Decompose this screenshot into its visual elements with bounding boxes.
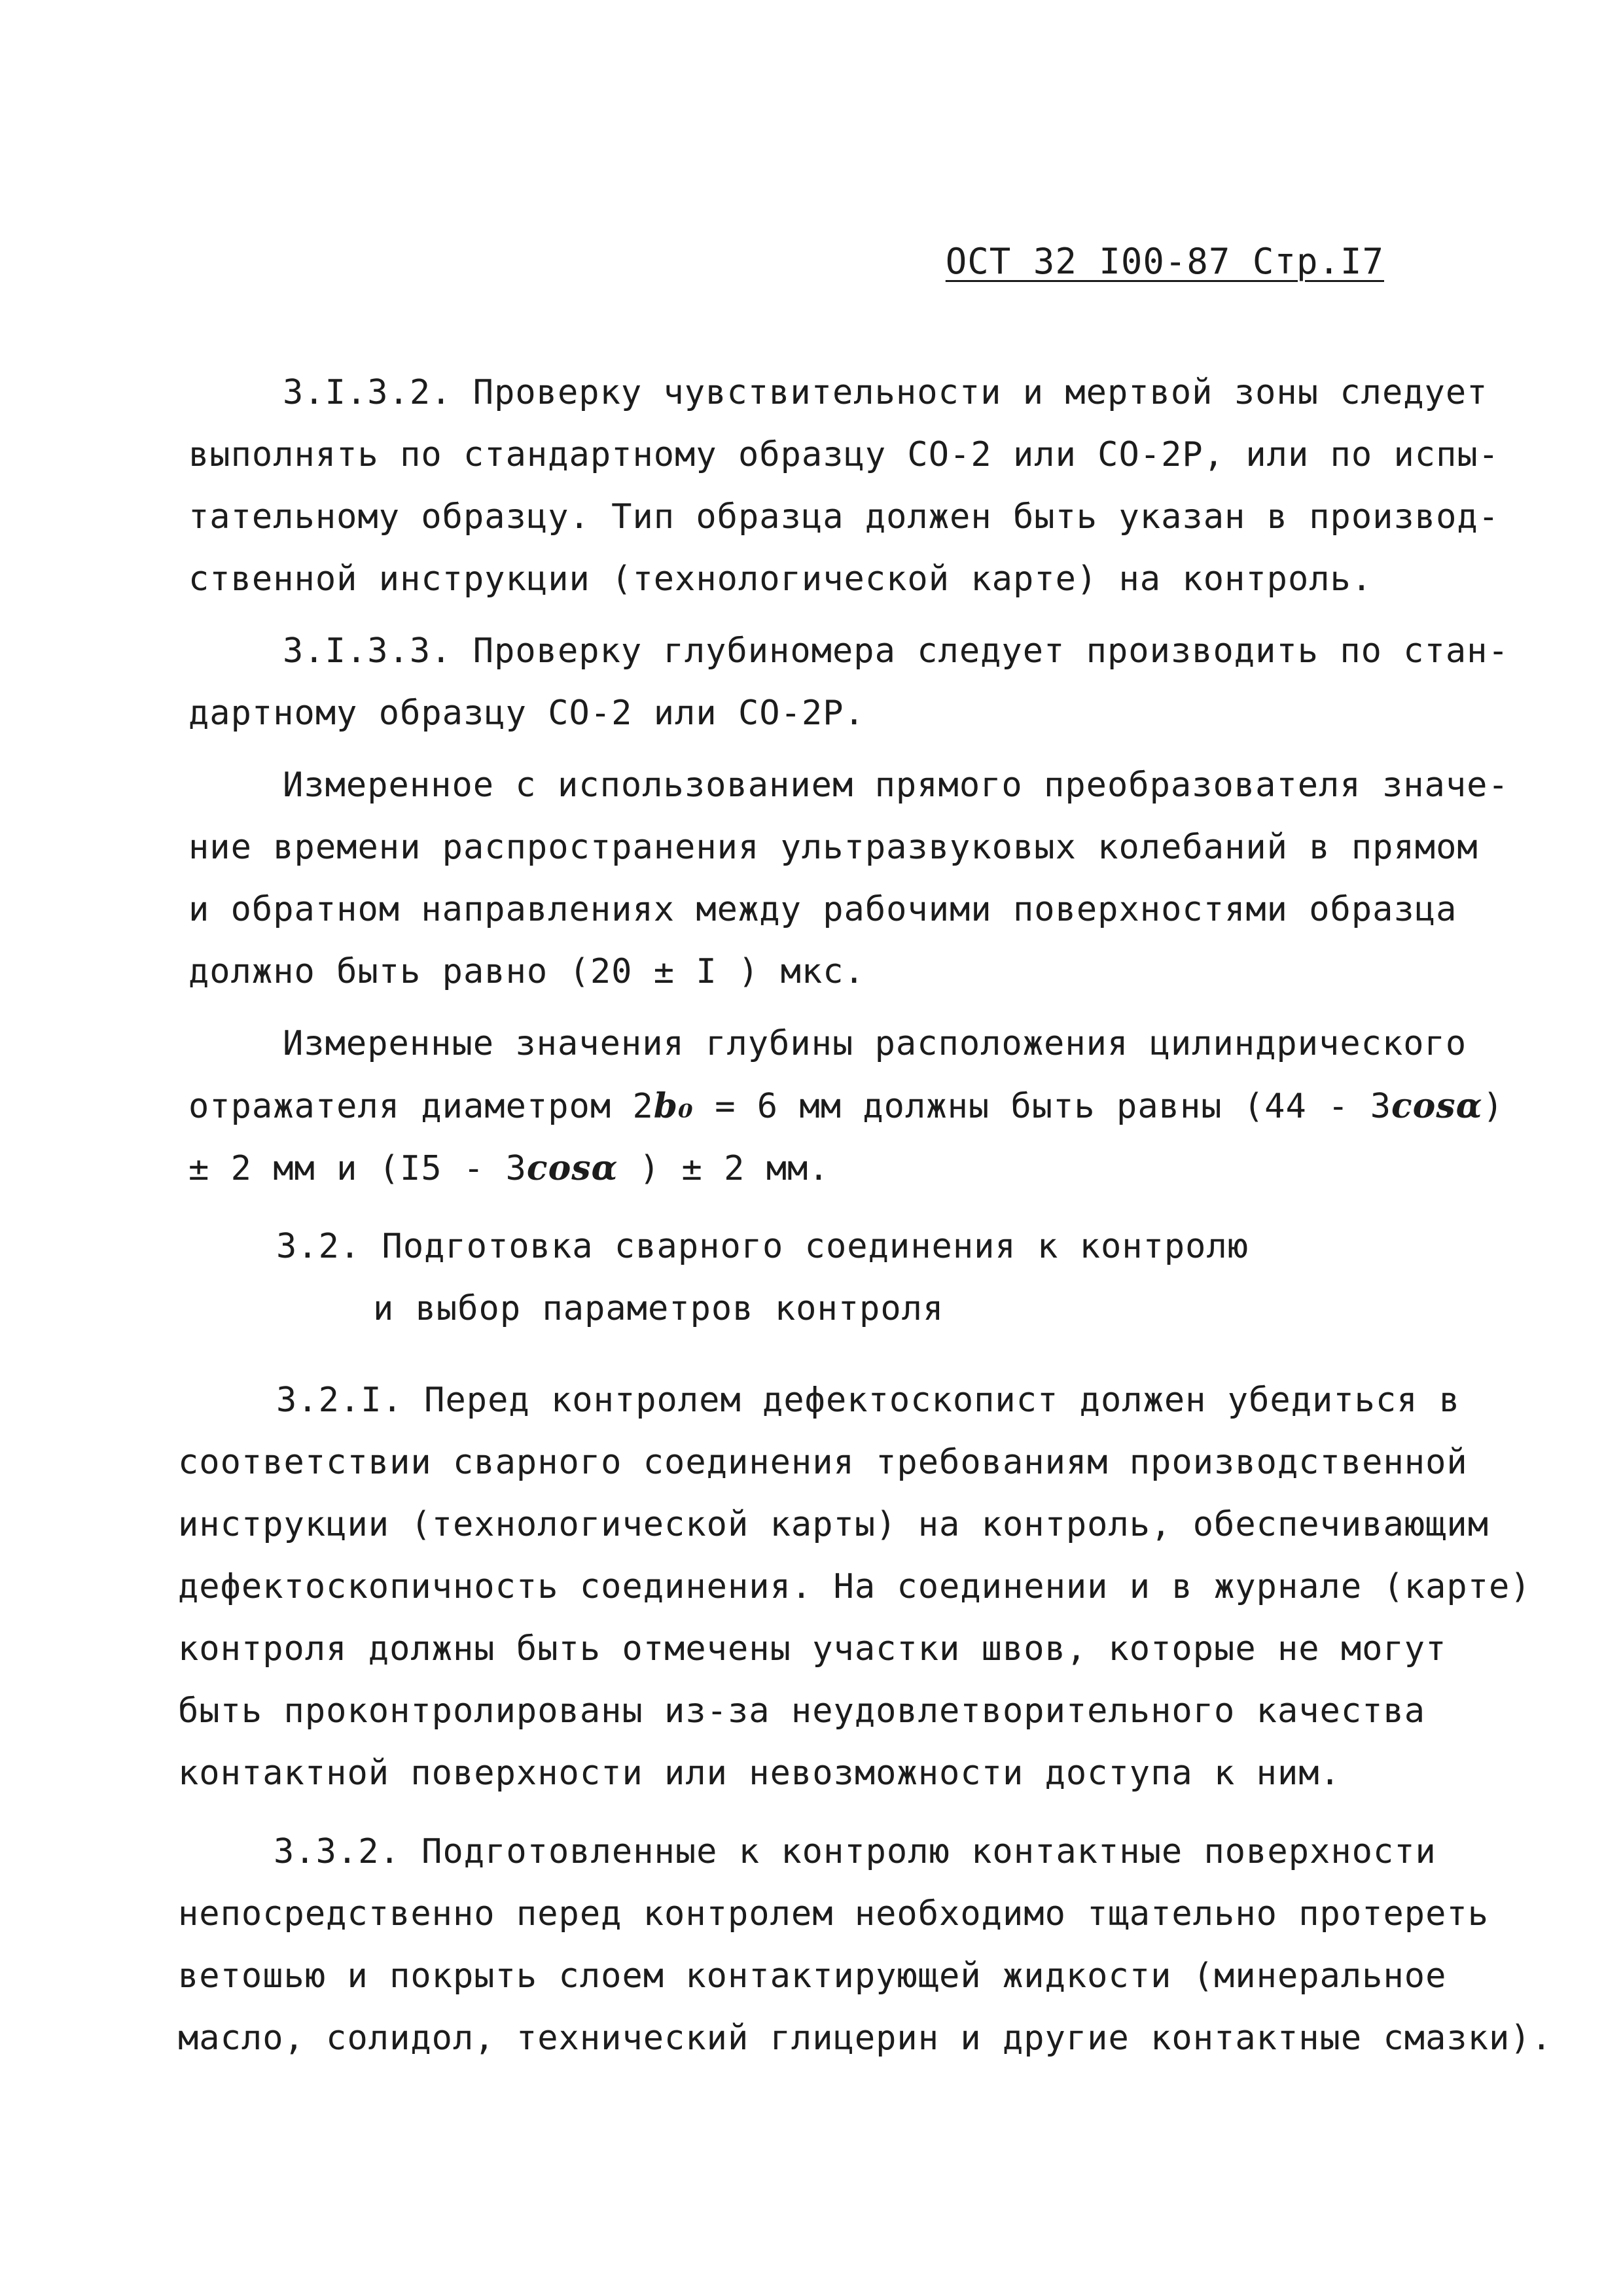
section-title: 3.2. Подготовка сварного соединения к контролю bbox=[276, 1227, 1249, 1266]
paragraph-line: ственной инструкции (технологической карте) на контроль. bbox=[188, 559, 1373, 599]
paragraph-line: 3.I.3.3. Проверку глубиномера следует производить по стан- bbox=[283, 631, 1509, 671]
paragraph-line: соответствии сварного соединения требованиям производственной bbox=[178, 1443, 1468, 1482]
paragraph-line: Измеренные значения глубины расположения цилиндрического bbox=[283, 1024, 1467, 1063]
text-span: ) ± 2 мм. bbox=[618, 1149, 830, 1188]
page-header: ОСТ 32 I00-87 Стр.I7 bbox=[945, 241, 1384, 282]
paragraph-line: контроля должны быть отмечены участки швов, которые не могут bbox=[178, 1629, 1447, 1669]
paragraph-line bbox=[188, 1086, 1504, 1126]
cosine-symbol: cosα bbox=[1391, 1086, 1483, 1126]
paragraph-line: Измеренное с использованием прямого преобразователя значе- bbox=[283, 766, 1509, 805]
paragraph-line: 3.3.2. Подготовленные к контролю контактные поверхности bbox=[274, 1832, 1436, 1871]
text-span: ) bbox=[1482, 1087, 1504, 1126]
paragraph-line: должно быть равно (20 ± I ) мкс. bbox=[188, 952, 865, 991]
section-title: и выбор параметров контроля bbox=[373, 1289, 944, 1328]
paragraph-line: и обратном направлениях между рабочими поверхностями образца bbox=[188, 890, 1457, 929]
paragraph-line: дартному образцу СО-2 или СО-2Р. bbox=[188, 694, 865, 733]
paragraph-line: 3.I.3.2. Проверку чувствительности и мертвой зоны следует bbox=[283, 373, 1488, 412]
paragraph-line: ние времени распространения ультразвуковых колебаний в прямом bbox=[188, 828, 1478, 867]
radius-symbol: b₀ bbox=[653, 1086, 694, 1126]
paragraph-line: дефектоскопичность соединения. На соединении и в журнале (карте) bbox=[178, 1567, 1531, 1606]
paragraph-line: непосредственно перед контролем необходимо тщательно протереть bbox=[178, 1894, 1489, 1934]
paragraph-line: контактной поверхности или невозможности доступа к ним. bbox=[178, 1754, 1341, 1793]
paragraph-line: 3.2.I. Перед контролем дефектоскопист должен убедиться в bbox=[276, 1381, 1461, 1420]
paragraph-line: инструкции (технологической карты) на контроль, обеспечивающим bbox=[178, 1505, 1489, 1544]
paragraph-line: быть проконтролированы из-за неудовлетворительного качества bbox=[178, 1691, 1426, 1731]
paragraph-line bbox=[188, 1148, 830, 1188]
paragraph-line: выполнять по стандартному образцу СО-2 или СО-2Р, или по испы- bbox=[188, 435, 1500, 474]
paragraph-line: ветошью и покрыть слоем контактирующей жидкости (минеральное bbox=[178, 1956, 1447, 1996]
cosine-symbol: cosα bbox=[526, 1148, 618, 1188]
text-span: отражателя диаметром 2 bbox=[188, 1087, 654, 1126]
paragraph-line: тательному образцу. Тип образца должен быть указан в производ- bbox=[188, 497, 1500, 537]
text-span: = 6 мм должны быть равны (44 - 3 bbox=[693, 1087, 1392, 1126]
text-span: ± 2 мм и (I5 - 3 bbox=[188, 1149, 527, 1188]
paragraph-line: масло, солидол, технический глицерин и другие контактные смазки). bbox=[178, 2019, 1552, 2058]
